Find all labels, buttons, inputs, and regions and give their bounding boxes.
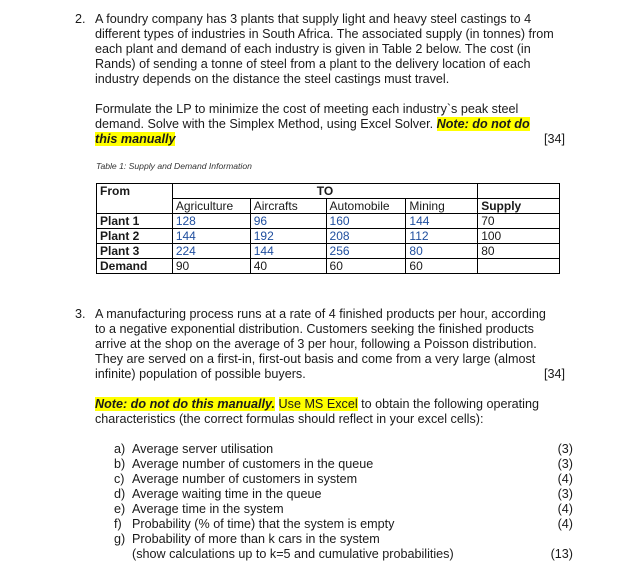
- text-segment: demand. Solve with the Simplex Method, using Excel Solver.: [95, 117, 434, 131]
- list-item: [114, 532, 584, 547]
- question-text: [95, 307, 565, 382]
- text-line: [95, 132, 565, 147]
- row-label: Plant 2: [97, 229, 173, 244]
- question-number: 3.: [75, 307, 86, 321]
- row-label: Plant 1: [97, 214, 173, 229]
- supply-cell: 100: [478, 229, 560, 244]
- cost-cell: 128: [172, 214, 250, 229]
- table-row: [97, 244, 560, 259]
- item-marks: (4): [557, 502, 573, 516]
- item-label: c): [114, 472, 125, 486]
- text-line: They are served on a first-in, first-out basis and come from a very large (almost: [95, 352, 536, 366]
- table-row: [97, 214, 560, 229]
- supply-cell: 80: [478, 244, 560, 259]
- text-segment: to obtain the following operating: [361, 397, 539, 411]
- table-row: [97, 259, 560, 274]
- item-text: Average number of customers in system: [132, 472, 358, 486]
- empty-cell: [97, 199, 173, 214]
- item-label: d): [114, 487, 126, 501]
- text-line: characteristics (the correct formulas should reflect in your excel cells):: [95, 412, 484, 426]
- item-text: (show calculations up to k=5 and cumulative probabilities): [132, 547, 454, 561]
- cost-cell: 144: [172, 229, 250, 244]
- cost-cell: 256: [326, 244, 406, 259]
- text-line: [95, 397, 565, 412]
- cost-cell: 96: [250, 214, 326, 229]
- list-item: [114, 502, 584, 517]
- item-label: b): [114, 457, 126, 471]
- marks: [34]: [543, 367, 565, 381]
- text-line: to a negative exponential distribution. Customers seeking the finished products: [95, 322, 534, 336]
- supply-header: Supply: [478, 199, 560, 214]
- demand-cell: 90: [172, 259, 250, 274]
- item-marks: (4): [557, 472, 573, 486]
- supply-demand-table: [96, 183, 560, 274]
- cost-cell: 144: [250, 244, 326, 259]
- cost-cell: 160: [326, 214, 406, 229]
- text-line: each plant and demand of each industry is given in Table 2 below. The cost (in: [95, 42, 531, 56]
- item-marks: (3): [557, 457, 573, 471]
- cost-cell: 192: [250, 229, 326, 244]
- item-text: Average number of customers in the queue: [132, 457, 374, 471]
- item-marks: (3): [557, 442, 573, 456]
- text-line: arrive at the shop on the average of 3 per hour, following a Poisson distribution.: [95, 337, 537, 351]
- text-line: different types of industries in South Africa. The associated supply (in tonnes) from: [95, 27, 554, 41]
- cost-cell: 80: [406, 244, 478, 259]
- question-text: [95, 12, 565, 87]
- task-text: [95, 102, 565, 147]
- cost-cell: 144: [406, 214, 478, 229]
- text-segment: infinite) population of possible buyers.: [95, 367, 306, 381]
- row-label: Demand: [97, 259, 173, 274]
- cost-cell: 112: [406, 229, 478, 244]
- item-marks: (3): [557, 487, 573, 501]
- column-header: Mining: [406, 199, 478, 214]
- item-marks: (4): [557, 517, 573, 531]
- item-label: a): [114, 442, 126, 456]
- row-label: Plant 3: [97, 244, 173, 259]
- column-header: Automobile: [326, 199, 406, 214]
- text-line: Rands) of sending a tonne of steel from a plant to the delivery location of each: [95, 57, 531, 71]
- column-header: Aircrafts: [250, 199, 326, 214]
- highlighted-text: Use MS Excel: [278, 397, 358, 411]
- sub-question-list: [114, 442, 584, 562]
- item-text: Average waiting time in the queue: [132, 487, 322, 501]
- text-line: industry depends on the distance the steel castings must travel.: [95, 72, 450, 86]
- cost-cell: 208: [326, 229, 406, 244]
- table-row: [97, 229, 560, 244]
- table-caption: Table 1: Supply and Demand Information: [96, 161, 252, 171]
- cost-cell: 224: [172, 244, 250, 259]
- text-line: A manufacturing process runs at a rate of 4 finished products per hour, according: [95, 307, 546, 321]
- item-marks: (13): [550, 547, 573, 561]
- demand-cell: 40: [250, 259, 326, 274]
- supply-cell: 70: [478, 214, 560, 229]
- demand-cell: 60: [406, 259, 478, 274]
- item-text: Probability (% of time) that the system is empty: [132, 517, 395, 531]
- item-label: f): [114, 517, 122, 531]
- list-item: [114, 472, 584, 487]
- empty-cell: [478, 259, 560, 274]
- text-line: A foundry company has 3 plants that supply light and heavy steel castings to 4: [95, 12, 532, 26]
- note-text: [95, 397, 565, 427]
- list-item: [114, 442, 584, 457]
- text-line: Formulate the LP to minimize the cost of meeting each industry`s peak steel: [95, 102, 519, 116]
- from-header: From: [97, 184, 173, 199]
- demand-cell: 60: [326, 259, 406, 274]
- highlighted-note: Note: do not do this manually.: [95, 397, 276, 411]
- item-label: e): [114, 502, 126, 516]
- item-text: Probability of more than k cars in the system: [132, 532, 380, 546]
- marks: [34]: [543, 132, 565, 146]
- item-text: Average time in the system: [132, 502, 284, 516]
- column-header: Agriculture: [172, 199, 250, 214]
- item-label: g): [114, 532, 126, 546]
- list-item: [114, 487, 584, 502]
- to-header: TO: [172, 184, 477, 199]
- question-number: 2.: [75, 12, 86, 26]
- text-line: [95, 117, 565, 132]
- text-line: [95, 367, 565, 382]
- list-item: [114, 517, 584, 532]
- highlighted-note: this manually: [95, 132, 176, 146]
- highlighted-note: Note: do not do: [436, 117, 530, 131]
- list-item: [114, 547, 584, 562]
- list-item: [114, 457, 584, 472]
- item-text: Average server utilisation: [132, 442, 274, 456]
- empty-cell: [478, 184, 560, 199]
